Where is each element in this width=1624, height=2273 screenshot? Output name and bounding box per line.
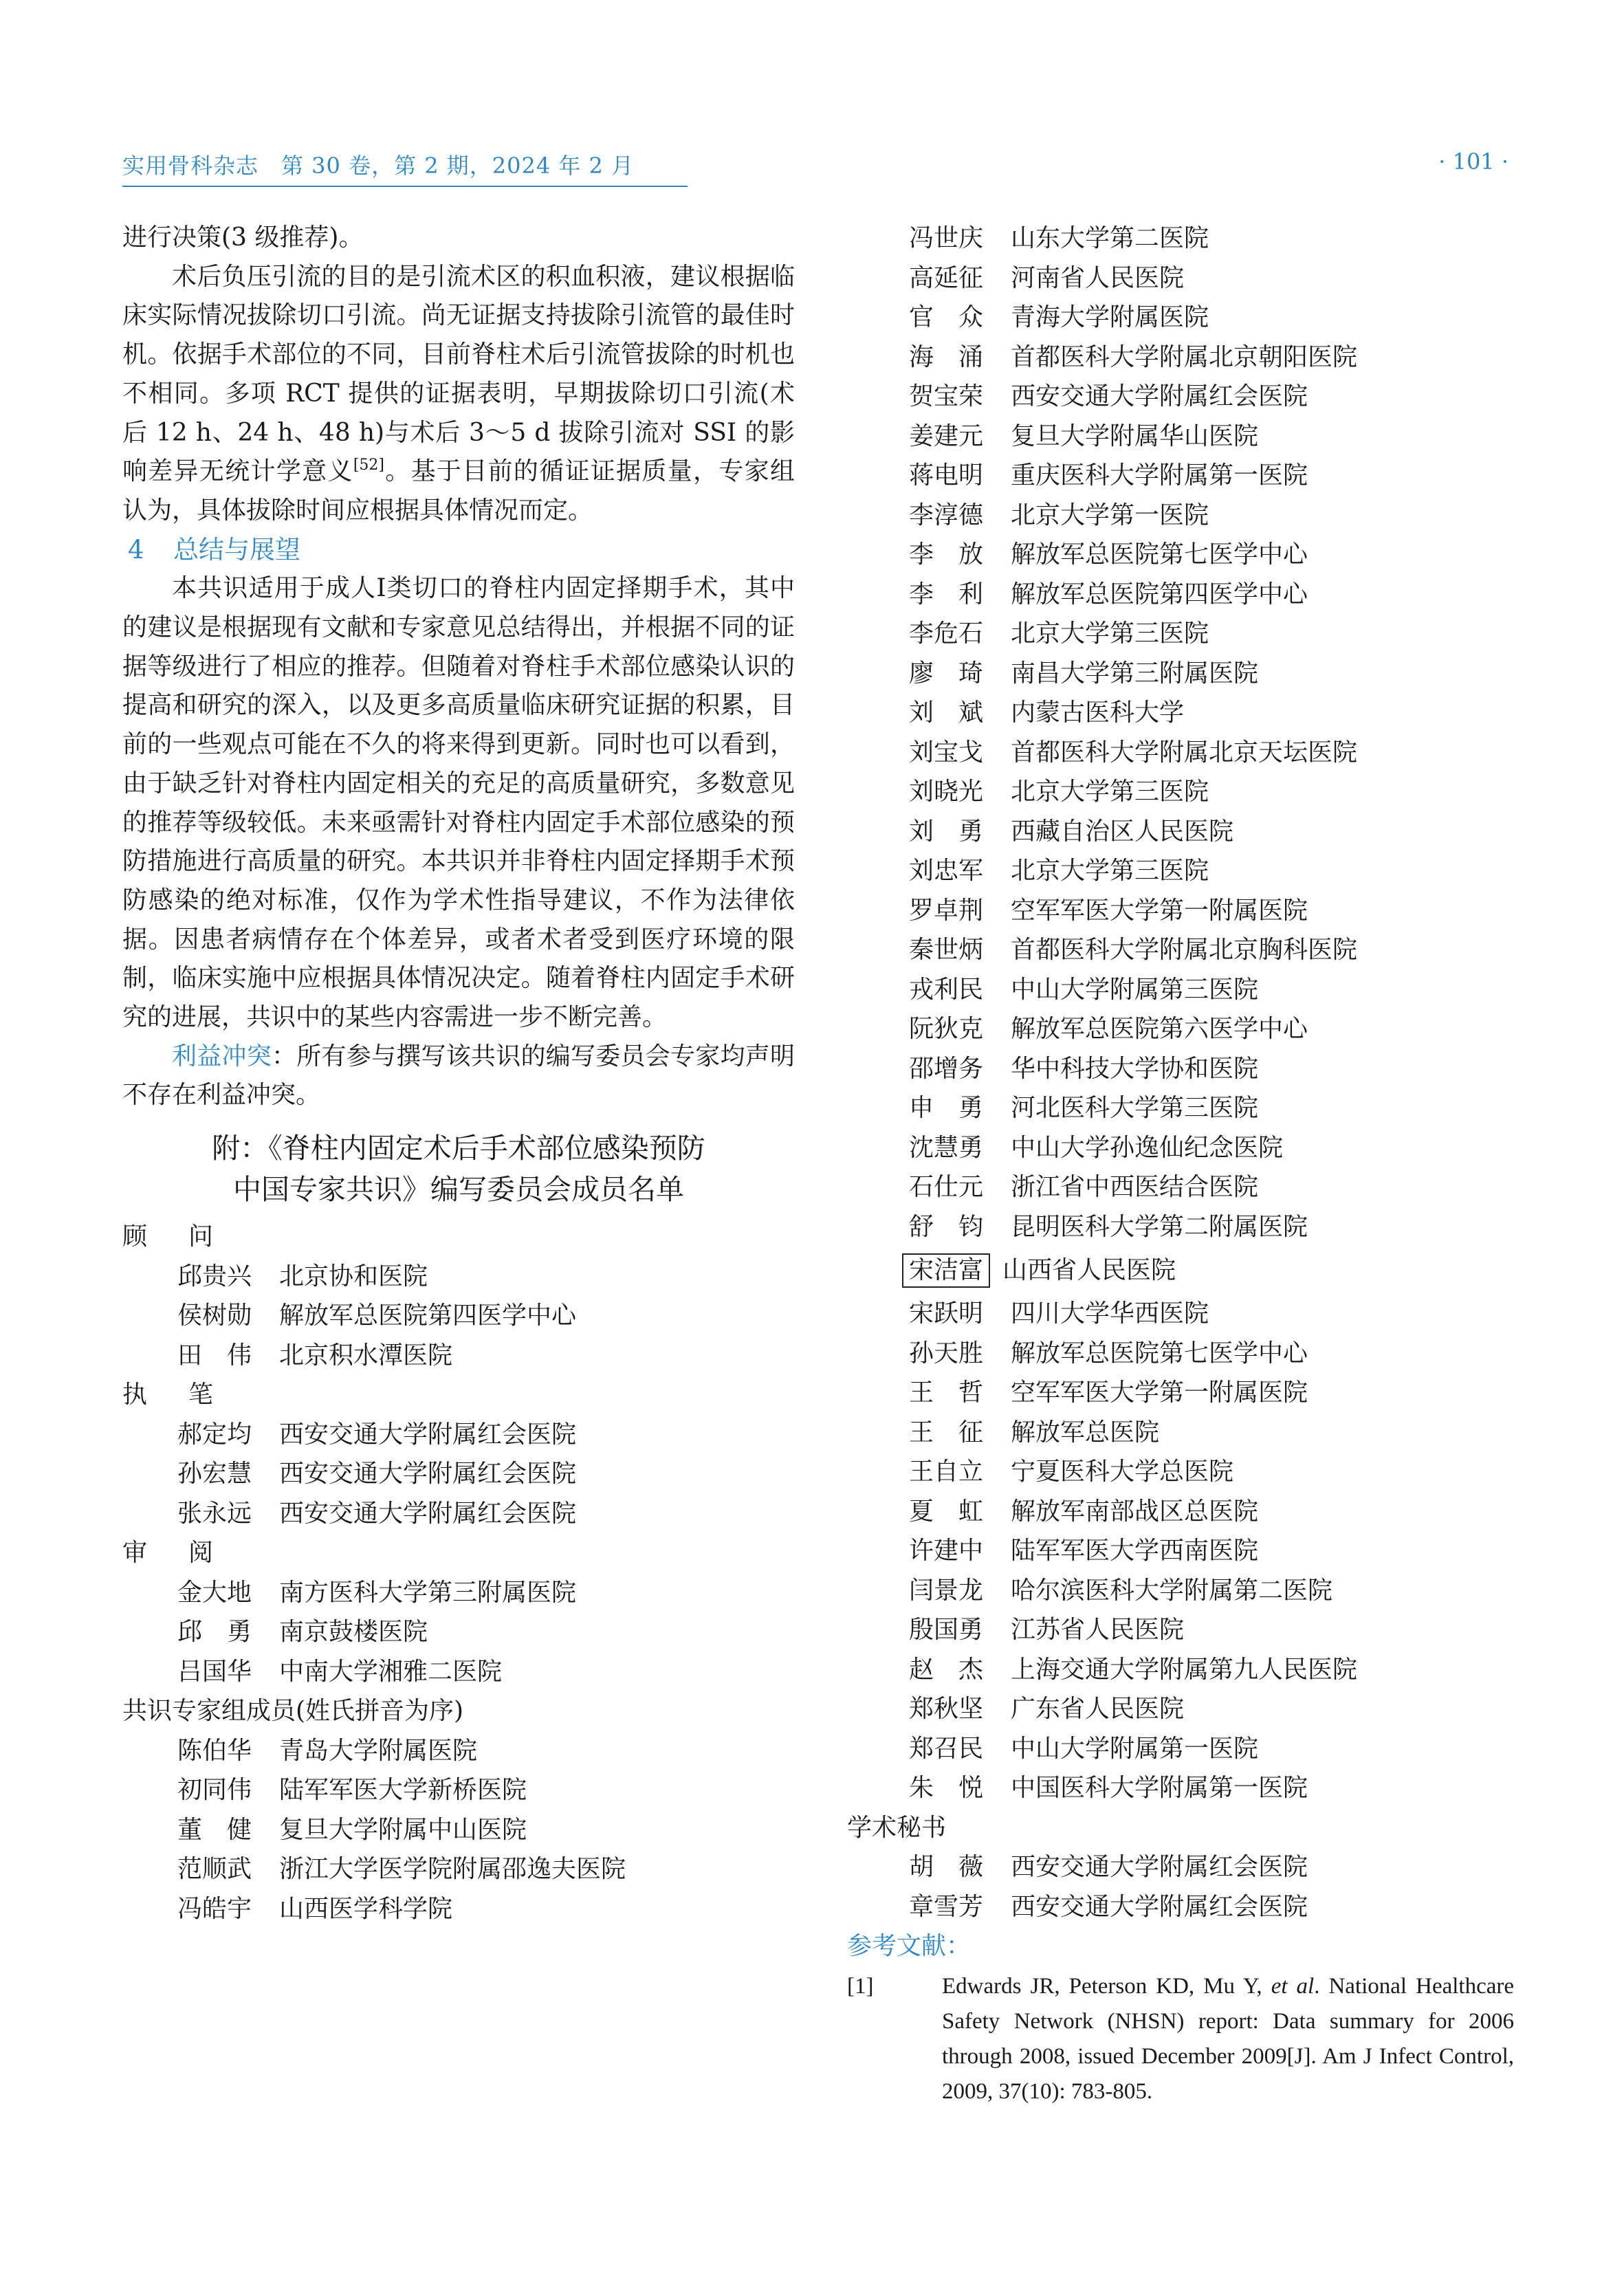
coi-label: 利益冲突 <box>172 1042 272 1070</box>
reviewers-list <box>122 1573 795 1692</box>
member-institution: 空军军医大学第一附属医院 <box>1011 1379 1308 1407</box>
member-institution: 首都医科大学附属北京朝阳医院 <box>1011 342 1358 371</box>
member-name: 宋跃明 <box>909 1299 984 1328</box>
member-institution: 解放军总医院第六医学中心 <box>1011 1015 1308 1043</box>
member-row <box>847 1689 1514 1729</box>
member-name: 胡薇 <box>909 1853 1009 1881</box>
member-name: 章雪芳 <box>909 1892 984 1921</box>
page-number: · 101 · <box>1438 149 1508 175</box>
experts-list-right <box>847 219 1514 1808</box>
member-row <box>122 1296 795 1336</box>
member-name: 孙宏慧 <box>177 1460 252 1489</box>
member-institution: 中山大学孙逸仙纪念医院 <box>1011 1133 1284 1162</box>
paragraph-drainage-tail: 。基于目前的循证证据质量，专家组认为，具体拔除时间应根据具体情况而定。 <box>122 457 795 525</box>
member-name: 宋洁富 <box>902 1253 990 1288</box>
member-row <box>847 1887 1514 1927</box>
member-name: 邵增务 <box>909 1054 984 1083</box>
member-institution: 首都医科大学附属北京天坛医院 <box>1011 738 1358 767</box>
member-row <box>847 1088 1514 1128</box>
member-institution: 上海交通大学附属第九人民医院 <box>1011 1655 1358 1684</box>
member-name: 范顺武 <box>177 1855 252 1884</box>
member-institution: 南昌大学第三附属医院 <box>1011 659 1259 688</box>
member-row <box>847 733 1514 773</box>
member-name: 许建中 <box>909 1537 984 1565</box>
member-institution: 哈尔滨医科大学附属第二医院 <box>1011 1576 1333 1605</box>
section-heading-4 <box>122 531 795 570</box>
member-institution: 解放军总医院第四医学中心 <box>1011 580 1308 608</box>
member-row <box>847 219 1514 259</box>
member-name: 殷国勇 <box>909 1616 984 1644</box>
member-row <box>122 1731 795 1771</box>
member-name: 金大地 <box>177 1578 252 1607</box>
member-institution: 浙江大学医学院附属邵逸夫医院 <box>279 1855 626 1884</box>
member-institution: 空军军医大学第一附属医院 <box>1011 896 1308 925</box>
member-institution: 宁夏医科大学总医院 <box>1011 1458 1234 1486</box>
member-institution: 中国医科大学附属第一医院 <box>1011 1774 1308 1802</box>
paragraph-drainage <box>122 258 795 531</box>
member-name: 刘宝戈 <box>909 738 984 767</box>
appendix-title-line2: 中国专家共识》编写委员会成员名单 <box>233 1173 684 1207</box>
member-row <box>122 1415 795 1455</box>
citation-52: [52] <box>353 457 384 474</box>
member-name: 初同伟 <box>177 1776 252 1805</box>
member-institution: 西藏自治区人民医院 <box>1011 817 1234 846</box>
member-row <box>847 930 1514 970</box>
member-row <box>847 772 1514 812</box>
member-name: 石仕元 <box>909 1173 984 1201</box>
member-row <box>122 1454 795 1494</box>
running-head: 实用骨科杂志 第 30 卷，第 2 期，2024 年 2 月 <box>122 149 688 187</box>
member-name: 侯树勋 <box>177 1302 252 1330</box>
references-list <box>847 1969 1514 2109</box>
member-row <box>847 1294 1514 1334</box>
secretary-list <box>847 1847 1514 1926</box>
member-institution: 西安交通大学附属红会医院 <box>279 1499 577 1528</box>
member-row <box>847 1334 1514 1374</box>
member-institution: 北京协和医院 <box>279 1262 428 1291</box>
member-row <box>122 1612 795 1652</box>
member-row <box>847 1049 1514 1089</box>
member-row <box>847 812 1514 852</box>
member-row <box>847 496 1514 536</box>
member-institution: 青岛大学附属医院 <box>279 1736 478 1765</box>
member-name: 邱勇 <box>177 1618 277 1647</box>
member-row <box>847 1128 1514 1168</box>
right-column <box>847 219 1514 2109</box>
member-row <box>847 575 1514 615</box>
member-name: 闫景龙 <box>909 1576 984 1605</box>
member-institution: 北京大学第一医院 <box>1011 501 1209 529</box>
member-name: 刘勇 <box>909 817 1009 846</box>
member-row <box>847 654 1514 694</box>
writers-list <box>122 1415 795 1534</box>
member-row <box>847 417 1514 457</box>
member-row <box>847 1610 1514 1650</box>
member-row <box>847 338 1514 377</box>
reference-etal: et al <box>1271 1974 1315 1999</box>
appendix-title <box>122 1128 795 1210</box>
member-name: 李淳德 <box>909 501 984 529</box>
member-name: 阮狄克 <box>909 1015 984 1043</box>
member-name: 郝定均 <box>177 1420 252 1449</box>
member-institution: 四川大学华西医院 <box>1011 1299 1209 1328</box>
role-heading-secretary: 学术秘书 <box>847 1813 947 1842</box>
member-institution: 北京大学第三医院 <box>1011 857 1209 885</box>
member-row <box>847 614 1514 654</box>
member-institution: 南方医科大学第三附属医院 <box>279 1578 577 1607</box>
member-institution: 解放军总医院第七医学中心 <box>1011 540 1308 569</box>
member-row <box>847 1413 1514 1453</box>
member-institution: 复旦大学附属中山医院 <box>279 1815 527 1844</box>
member-row <box>122 1770 795 1810</box>
member-row <box>122 1257 795 1297</box>
member-row <box>847 1247 1514 1294</box>
member-name: 董健 <box>177 1815 277 1844</box>
role-heading-experts: 共识专家组成员(姓氏拼音为序) <box>122 1697 464 1726</box>
member-institution: 陆军军医大学西南医院 <box>1011 1537 1259 1565</box>
section-number: 4 <box>128 534 144 564</box>
member-row <box>122 1889 795 1929</box>
member-institution: 山西医学科学院 <box>279 1894 453 1923</box>
member-institution: 解放军南部战区总医院 <box>1011 1497 1259 1526</box>
member-name: 罗卓荆 <box>909 896 984 925</box>
member-name: 刘斌 <box>909 699 1009 727</box>
member-name: 郑召民 <box>909 1734 984 1763</box>
member-name: 夏虹 <box>909 1497 1009 1526</box>
member-row <box>847 1009 1514 1049</box>
member-institution: 北京大学第三医院 <box>1011 619 1209 648</box>
member-row <box>847 535 1514 575</box>
member-name: 沈慧勇 <box>909 1133 984 1162</box>
member-institution: 西安交通大学附属红会医院 <box>1011 382 1308 410</box>
member-name: 官众 <box>909 303 1009 331</box>
member-name: 蒋电明 <box>909 461 984 490</box>
section-title: 总结与展望 <box>173 534 300 564</box>
member-institution: 山西省人民医院 <box>1002 1256 1176 1284</box>
member-name: 冯皓宇 <box>177 1894 252 1923</box>
member-institution: 解放军总医院第七医学中心 <box>1011 1339 1308 1368</box>
member-name: 王自立 <box>909 1458 984 1486</box>
member-row <box>122 1494 795 1534</box>
member-institution: 河北医科大学第三医院 <box>1011 1094 1259 1122</box>
member-row <box>847 259 1514 298</box>
member-row <box>847 1207 1514 1247</box>
member-institution: 华中科技大学协和医院 <box>1011 1054 1259 1083</box>
member-row <box>847 1452 1514 1492</box>
paragraph-conflict-of-interest <box>122 1037 795 1115</box>
member-institution: 西安交通大学附属红会医院 <box>1011 1892 1308 1921</box>
member-name: 李利 <box>909 580 1009 608</box>
member-institution: 南京鼓楼医院 <box>279 1618 428 1647</box>
member-name: 李放 <box>909 540 1009 569</box>
member-name: 朱悦 <box>909 1774 1009 1802</box>
role-heading-advisors: 顾问 <box>122 1222 255 1251</box>
reference-item <box>847 1969 1514 2109</box>
member-name: 舒钧 <box>909 1212 1009 1241</box>
member-institution: 江苏省人民医院 <box>1011 1616 1185 1644</box>
member-row <box>847 693 1514 733</box>
member-row <box>847 377 1514 417</box>
member-institution: 青海大学附属医院 <box>1011 303 1209 331</box>
member-institution: 首都医科大学附属北京胸科医院 <box>1011 936 1358 964</box>
member-institution: 山东大学第二医院 <box>1011 224 1209 252</box>
member-name: 吕国华 <box>177 1657 252 1686</box>
member-name: 郑秋坚 <box>909 1695 984 1723</box>
member-institution: 昆明医科大学第二附属医院 <box>1011 1212 1308 1241</box>
member-name: 李危石 <box>909 619 984 648</box>
member-row <box>847 1729 1514 1769</box>
member-institution: 浙江省中西医结合医院 <box>1011 1173 1259 1201</box>
member-institution: 重庆医科大学附属第一医院 <box>1011 461 1308 490</box>
member-name: 田伟 <box>177 1341 277 1370</box>
member-name: 秦世炳 <box>909 936 984 964</box>
reference-number: [1] <box>847 1974 874 1999</box>
paragraph-drainage-text: 术后负压引流的目的是引流术区的积血积液，建议根据临床实际情况拔除切口引流。尚无证据支持拔除引流管的最佳时机。依据手术部位的不同，目前脊柱术后引流管拔除的时机也不相同。多项 RCT 提供的证据表明，早期拔除切口引流(术后 12 h、24 h、48 h)与术后 3～5 d 拔除引流对 SSI 的影响差异无统计学意义 <box>122 262 795 486</box>
member-name: 赵杰 <box>909 1655 1009 1684</box>
member-name: 冯世庆 <box>909 224 984 252</box>
member-name: 海涌 <box>909 342 1009 371</box>
member-institution: 中南大学湘雅二医院 <box>279 1657 503 1686</box>
member-row <box>847 1847 1514 1887</box>
member-row <box>847 1167 1514 1207</box>
member-name: 王哲 <box>909 1379 1009 1407</box>
member-name: 贺宝荣 <box>909 382 984 410</box>
member-row <box>847 298 1514 338</box>
member-institution: 西安交通大学附属红会医院 <box>1011 1853 1308 1881</box>
member-row <box>847 1492 1514 1532</box>
member-institution: 中山大学附属第三医院 <box>1011 975 1259 1004</box>
member-institution: 河南省人民医院 <box>1011 263 1185 292</box>
member-name: 申勇 <box>909 1094 1009 1122</box>
advisors-list <box>122 1257 795 1376</box>
member-institution: 内蒙古医科大学 <box>1011 699 1185 727</box>
member-row <box>122 1336 795 1376</box>
member-row <box>847 1768 1514 1808</box>
member-row <box>847 851 1514 891</box>
member-institution: 中山大学附属第一医院 <box>1011 1734 1259 1763</box>
member-row <box>847 891 1514 931</box>
references-heading: 参考文献： <box>847 1932 972 1960</box>
member-row <box>847 1531 1514 1571</box>
experts-list-left <box>122 1731 795 1929</box>
paragraph-summary: 本共识适用于成人Ⅰ类切口的脊柱内固定择期手术，其中的建议是根据现有文献和专家意见总结得出，并根据不同的证据等级进行了相应的推荐。但随着对脊柱手术部位感染认识的提高和研究的深入，以及更多高质量临床研究证据的积累，目前的一些观点可能在不久的将来得到更新。同时也可以看到，由于缺乏针对脊柱内固定相关的充足的高质量研究，多数意见的推荐等级较低。未来亟需针对脊柱内固定手术部位感染的预防措施进行高质量的研究。本共识并非脊柱内固定择期手术预防感染的绝对标准，仅作为学术性指导建议，不作为法律依据。因患者病情存在个体差异，或者术者受到医疗环境的限制，临床实施中应根据具体情况决定。随着脊柱内固定手术研究的进展，共识中的某些内容需进一步不断完善。 <box>122 574 795 1032</box>
reference-authors: Edwards JR, Peterson KD, Mu Y, <box>942 1974 1271 1999</box>
member-row <box>847 1373 1514 1413</box>
member-institution: 陆军军医大学新桥医院 <box>279 1776 527 1805</box>
member-institution: 广东省人民医院 <box>1011 1695 1185 1723</box>
member-name: 刘忠军 <box>909 857 984 885</box>
member-row <box>122 1573 795 1613</box>
member-institution: 复旦大学附属华山医院 <box>1011 421 1259 450</box>
member-row <box>847 1571 1514 1611</box>
member-name: 廖琦 <box>909 659 1009 688</box>
role-heading-reviewers: 审阅 <box>122 1539 255 1568</box>
member-row <box>122 1849 795 1889</box>
member-institution: 北京大学第三医院 <box>1011 778 1209 806</box>
member-institution: 解放军总医院第四医学中心 <box>279 1302 577 1330</box>
member-institution: 北京积水潭医院 <box>279 1341 453 1370</box>
reference-details: . National Healthcare Safety Network (NHSN) report: Data summary for 2006 through 2008, issued December 2009[J]. Am J Infect Control, 2009, 37(10): 783-805. <box>942 1974 1515 2104</box>
member-institution: 解放军总医院 <box>1011 1418 1160 1447</box>
member-row <box>847 1650 1514 1690</box>
member-name: 孙天胜 <box>909 1339 984 1368</box>
member-name: 姜建元 <box>909 421 984 450</box>
member-row <box>847 970 1514 1010</box>
member-row <box>122 1652 795 1692</box>
member-name: 张永远 <box>177 1499 252 1528</box>
member-name: 高延征 <box>909 263 984 292</box>
appendix-title-line1: 附：《脊柱内固定术后手术部位感染预防 <box>212 1132 705 1165</box>
member-row <box>122 1810 795 1850</box>
left-column <box>122 219 795 1929</box>
member-institution: 西安交通大学附属红会医院 <box>279 1460 577 1489</box>
member-name: 邱贵兴 <box>177 1262 252 1291</box>
member-name: 戎利民 <box>909 975 984 1004</box>
member-name: 王征 <box>909 1418 1009 1447</box>
member-institution: 西安交通大学附属红会医院 <box>279 1420 577 1449</box>
coi-text: ：所有参与撰写该共识的编写委员会专家均声明不存在利益冲突。 <box>122 1042 795 1110</box>
member-name: 刘晓光 <box>909 778 984 806</box>
member-name: 陈伯华 <box>177 1736 252 1765</box>
role-heading-writers: 执笔 <box>122 1381 255 1409</box>
paragraph-decision: 进行决策(3 级推荐)。 <box>122 223 364 252</box>
member-row <box>847 456 1514 496</box>
